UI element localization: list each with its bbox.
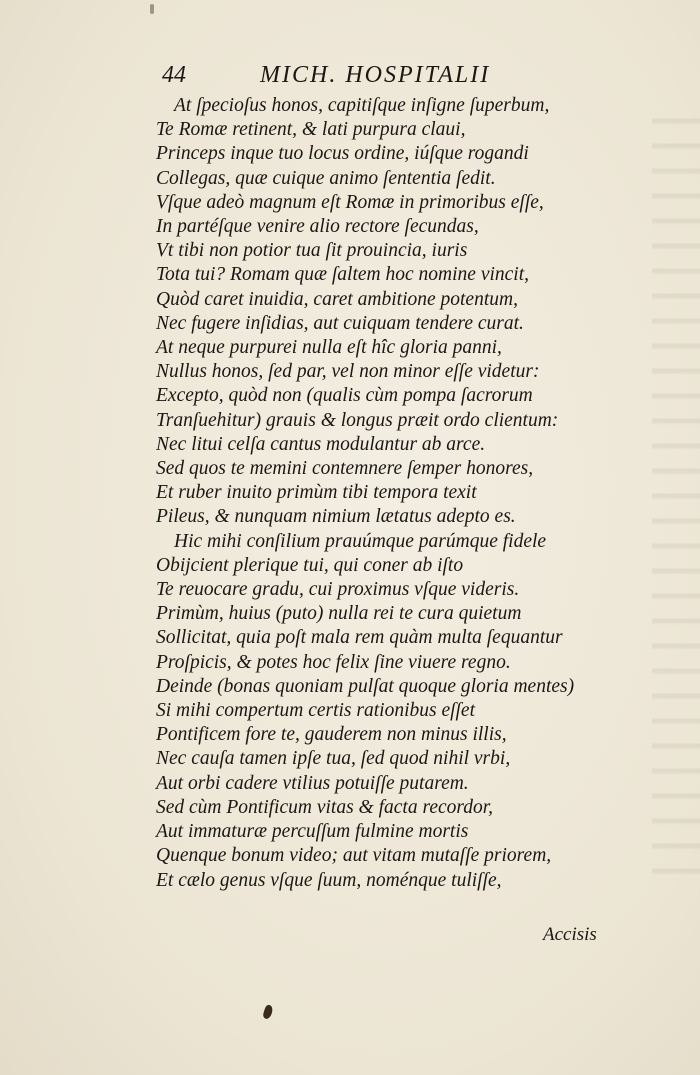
verse-line: Tranſuehitur) grauis & longus præit ordo clientum: bbox=[156, 409, 559, 431]
verse-line: Princeps inque tuo locus ordine, iúſque rogandi bbox=[156, 143, 529, 165]
verse-line: Et cælo genus vſque ſuum, noménque tuliſſe, bbox=[156, 869, 502, 891]
verse-line: Hic mihi conſilium prauúmque parúmque fidele bbox=[174, 530, 547, 552]
paper-speck bbox=[150, 4, 154, 14]
verse-line: Quòd caret inuidia, caret ambitione potentum, bbox=[156, 288, 518, 310]
verse-line: In partéſque venire alio rectore ſecundas, bbox=[156, 216, 479, 238]
verse-line: Vſque adeò magnum eſt Romæ in primoribus eſſe, bbox=[156, 191, 544, 213]
verse-line: Et ruber inuito primùm tibi tempora texit bbox=[156, 482, 477, 504]
page-number: 44 bbox=[162, 62, 186, 88]
verse-block bbox=[156, 94, 646, 893]
page-header bbox=[162, 62, 542, 92]
verse-line: Nec litui celſa cantus modulantur ab arce. bbox=[156, 433, 486, 455]
verse-line: Aut immaturæ percuſſum fulmine mortis bbox=[156, 821, 469, 843]
verse-line: At neque purpurei nulla eſt hîc gloria panni, bbox=[156, 337, 502, 359]
verse-line: At ſpecioſus honos, capitiſque inſigne ſuperbum, bbox=[174, 95, 550, 116]
ink-blot bbox=[262, 1004, 274, 1020]
verse-line: Si mihi compertum certis rationibus eſſet bbox=[156, 700, 476, 722]
verse-line: Collegas, quæ cuique animo ſententia ſedit. bbox=[156, 167, 496, 189]
verse-line: Te reuocare gradu, cui proximus vſque videris. bbox=[156, 579, 520, 601]
running-head: MICH. HOSPITALII bbox=[260, 62, 491, 88]
verse-line: Sollicitat, quia poſt mala rem quàm multa ſequantur bbox=[156, 627, 563, 649]
verse-line: Te Romæ retinent, & lati purpura claui, bbox=[156, 119, 466, 141]
verse-line: Vt tibi non potior tua ſit prouincia, iuris bbox=[156, 240, 468, 262]
verse-line: Aut orbi cadere vtilius potuiſſe putarem. bbox=[156, 772, 469, 794]
catchword: Accisis bbox=[543, 924, 597, 945]
verse-line: Quenque bonum video; aut vitam mutaſſe priorem, bbox=[156, 845, 552, 867]
verse-line: Excepto, quòd non (qualis cùm pompa ſacrorum bbox=[156, 385, 533, 407]
verse-line: Obijcient plerique tui, qui coner ab iſto bbox=[156, 554, 464, 576]
verse-line: Pileus, & nunquam nimium lætatus adepto es. bbox=[156, 506, 516, 528]
verse-line: Primùm, huius (puto) nulla rei te cura quietum bbox=[156, 603, 522, 625]
verse-line: Proſpicis, & potes hoc felix ſine viuere regno. bbox=[156, 651, 511, 673]
verse-line: Nullus honos, ſed par, vel non minor eſſe videtur: bbox=[156, 361, 540, 383]
verse-line: Nec cauſa tamen ipſe tua, ſed quod nihil vrbi, bbox=[156, 748, 511, 770]
verse-line: Tota tui? Romam quæ ſaltem hoc nomine vincit, bbox=[156, 264, 530, 286]
verse-line: Nec fugere inſidias, aut cuiquam tendere curat. bbox=[156, 312, 524, 334]
verse-line: Pontificem fore te, gauderem non minus illis, bbox=[156, 724, 507, 746]
verse-line: Sed quos te memini contemnere ſemper honores, bbox=[156, 458, 534, 480]
verse-line: Deinde (bonas quoniam pulſat quoque gloria mentes) bbox=[156, 675, 575, 697]
bleed-through-text bbox=[652, 100, 700, 880]
verse-line: Sed cùm Pontificum vitas & facta recordor, bbox=[156, 796, 494, 818]
